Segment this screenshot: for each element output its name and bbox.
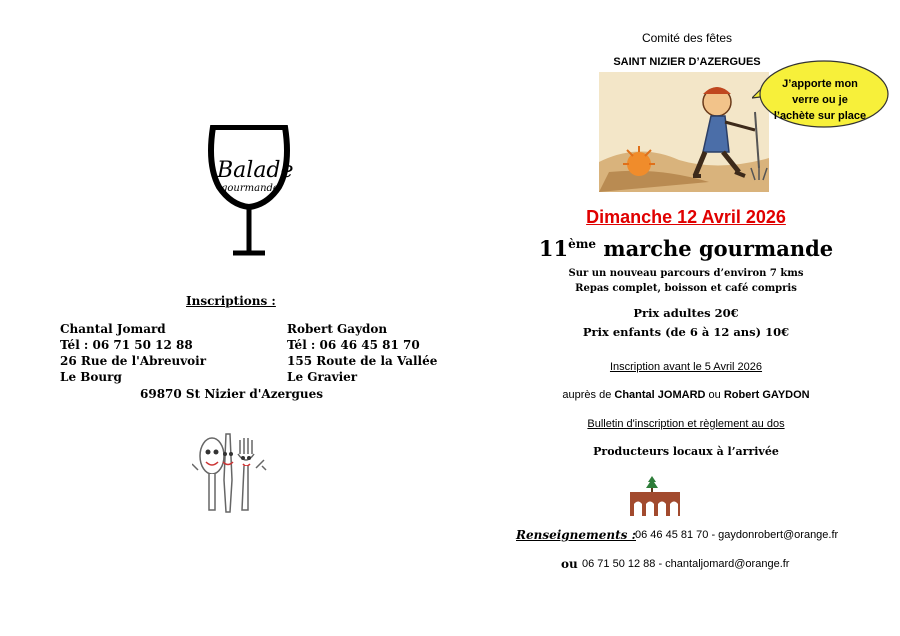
contact-name: Chantal Jomard: [60, 322, 166, 336]
contact-name: Robert Gaydon: [287, 322, 388, 336]
aqueduct-icon: [630, 476, 680, 516]
hiker-illustration: [599, 72, 769, 192]
edition-superscript: ème: [568, 237, 597, 251]
contact-street: 26 Rue de l'Abreuvoir: [60, 354, 207, 368]
meal-description: Repas complet, boisson et café compris: [575, 283, 797, 294]
registration-contacts: [510, 389, 862, 401]
aupres-name: Robert GAYDON: [723, 389, 810, 401]
edition-text: marche gourmande: [603, 236, 834, 261]
route-description: Sur un nouveau parcours d’environ 7 kms: [568, 268, 804, 279]
renseignements-contact-1: 06 46 45 81 70 - gaydonrobert@orange.fr: [635, 529, 839, 541]
renseignements-contact-2: 06 71 50 12 88 - chantaljomard@orange.fr: [582, 558, 790, 570]
committee-label: Comité des fêtes: [641, 31, 733, 45]
inscriptions-title: Inscriptions :: [186, 294, 276, 308]
bubble-line: l’achète sur place: [773, 110, 867, 122]
aupres-prefix: auprès de: [562, 389, 612, 401]
event-date: Dimanche 12 Avril 2026: [586, 207, 786, 227]
contact-chantal: [60, 321, 206, 385]
logo-line2: gourmande: [221, 183, 279, 194]
contact-phone: Tél : 06 71 50 12 88: [60, 338, 193, 352]
bubble-line: J’apporte mon: [782, 78, 858, 90]
registration-deadline: Inscription avant le 5 Avril 2026: [609, 361, 763, 373]
logo-line1: Balade: [217, 158, 294, 183]
local-producers-note: Producteurs locaux à l’arrivée: [593, 445, 779, 458]
aupres-name: Chantal JOMARD: [614, 389, 706, 401]
renseignements-or: ou: [561, 557, 578, 571]
postal-address: 69870 St Nizier d'Azergues: [140, 387, 323, 401]
contact-street: 155 Route de la Vallée: [287, 354, 438, 368]
contact-locality: Le Bourg: [60, 370, 122, 384]
speech-bubble-text: [760, 76, 880, 124]
cutlery-cartoon-image: [192, 430, 268, 516]
renseignements-label: Renseignements :: [516, 528, 636, 542]
price-adults: Prix adultes 20€: [633, 306, 739, 320]
aupres-or: ou: [708, 389, 721, 401]
village-name: SAINT NIZIER D’AZERGUES: [613, 56, 761, 68]
event-title: [520, 236, 852, 261]
bubble-line: verre ou je: [792, 94, 848, 106]
contact-phone: Tél : 06 46 45 81 70: [287, 338, 420, 352]
contact-locality: Le Gravier: [287, 370, 358, 384]
balade-gourmande-logo: [205, 125, 295, 260]
price-children: Prix enfants (de 6 à 12 ans) 10€: [582, 325, 790, 339]
bulletin-note: Bulletin d'inscription et règlement au dos: [587, 418, 785, 430]
contact-robert: [287, 321, 437, 385]
edition-number: 11: [538, 236, 569, 261]
